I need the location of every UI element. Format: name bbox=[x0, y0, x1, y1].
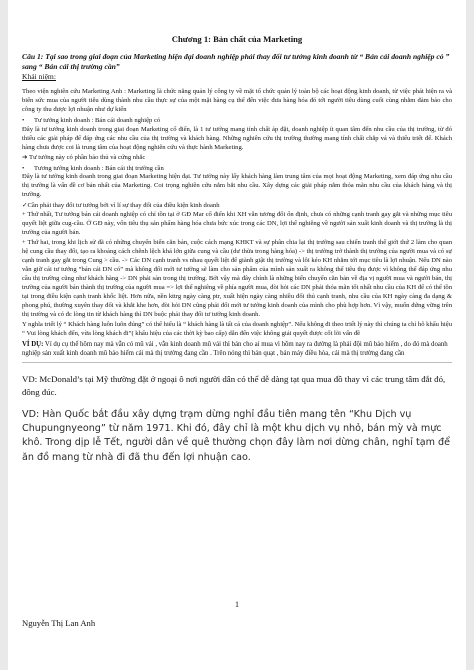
bullet-item-1 bbox=[22, 117, 452, 126]
check-label: Cần phải thay đổi tư tưởng bởi vì lí sự thay đổi của điều kiện kinh doanh bbox=[27, 202, 220, 210]
reason-paragraph-2: + Thứ hai, trong khi lịch sử đã có những chuyển biến căn bản, cuộc cách mạng KHKT và sự phân chia lại thị trường sau chiến tranh thế giới thứ 2 làm cho quan hệ cung cầu thay đổi, tạo ra khoảng cách chênh lệch khá lớn giữa cung và cầu (dư thừa trong hàng hóa) -> thị trường trở thành thị trường của người mua và có sự cạnh tranh gay gắt trong Cung > cầu. -> Các DN cạnh tranh vs nhau quyết liệt để giành giật thị trường và lôi kéo KH nhằm tới mục tiêu là lợi nhuận. Nếu DN nào vẫn giữ cái tư tưởng “bán cái DN có” mà không đổi mới tư tưởng sẽ làm cho sản phẩm của mình sản xuất ra không thể tiêu thụ được vì không thể đáp ứng nhu cầu thị trường cũng như khách hàng -> DN phải sản trong thị trường. Bởi vậy mà đây chính là những biến chuyển căn bản về địa vị người mua và người bán, thị trường của người bán thành thị trường của người mua => lợi thế nghiêng về phía người mua, đòi hỏi các DN phải thỏa mãn tốt nhất nhu cầu của KH để có thể tồn tại trong điều kiện cạnh tranh khốc liệt. Hơn nữa, nền kttrg ngày càng ptr, xuất hiện ngày càng nhiều đối thủ cạnh tranh, nhu cầu của KH ngày càng đa dạng & phong phú, thường xuyên thay đổi và khắt khe hơn, đòi hỏi DN cũng phải đổi mới tư tưởng kinh doanh của mình cho phù hợp hơn. Vì vậy, muốn đứng vững trên thị trường và có đc lòng tin từ khách hàng thì DN buộc phải thay đổi tư tưởng kinh doanh. bbox=[22, 239, 452, 318]
bullet-label: Tư tưởng kinh doanh : Bán cái doanh nghiệp có bbox=[34, 116, 161, 124]
divider bbox=[22, 362, 452, 363]
bullet-dot-icon: • bbox=[22, 164, 25, 172]
bullet-label: Tương tưởng kinh doanh : Bán cái thị trường cần bbox=[34, 164, 164, 172]
page-number: 1 bbox=[235, 600, 239, 609]
example-1-text: Ví dụ cụ thể hôm nay mà vẫn có mũ vải , vẫn kinh doanh mũ vải thì bán cho ai mua vì hôm nay ra đường là phải đội mũ bảo hiểm , do đó mà doanh nghiệp sản xuất kinh doanh mũ bảo hiểm cái mà thị trường đang cần . Trên nóng thì bán quạt , bán máy điều hòa, cái mà thị trường đang cần bbox=[22, 340, 448, 357]
bullet-2-paragraph: Đây là tư tưởng kinh doanh trong giai đoạn Marketing hiện đại. Tư tưởng này lấy khách hàng làm trung tâm của mọi hoạt động Marketing, xem đáp ứng nhu cầu thị trường là vấn đề cơ bản nhất của Marketing. Coi trọng nghiên cứu nắm bắt nhu cầu. Xây dựng các giải pháp nắm thỏa mãn nhu cầu của khách hàng và thị trường. bbox=[22, 173, 452, 199]
reason-paragraph-1: + Thứ nhất, Tư tưởng bán cái doanh nghiệp có chỉ tồn tại ở GĐ Mar cổ điển khi XH vẫn tương đối ổn định, chưa có những cạnh tranh gay gắt và những mục tiêu quyết liệt giữa cug-cầu. Ở GĐ này, vốn tiêu thụ sản phẩm hàng hóa chưa bức xúc trong các DN, lợi thế nghiêng về người sản xuất kinh doanh và thị trường là thị trường của người bán. bbox=[22, 211, 452, 237]
bullet-dot-icon: • bbox=[22, 116, 25, 124]
checkmark-icon: ✓ bbox=[22, 202, 28, 210]
document-page bbox=[8, 0, 466, 670]
question-heading: Câu 1: Tại sao trong giai đoạn của Marketing hiện đại doanh nghiệp phải thay đổi tư tưởng kinh doanh từ “ Bán cái doanh nghiệp có ” sang “ Bán cái thị trường cần” bbox=[22, 52, 450, 72]
bullet-item-2 bbox=[22, 165, 452, 174]
example-3: VD: Hàn Quốc bắt đầu xây dựng trạm dừng nghỉ đầu tiên mang tên “Khu Dịch vụ Chupungnyeong” từ năm 1971. Khi đó, đây chỉ là một khu dịch vụ nhỏ, bán mỳ và mực khô. Trong dịp lễ Tết, người dân về quê thường chọn đây làm nơi dừng chân, nghỉ tạm để ăn đồ mang từ nhà đi đã thu đến lợi nhuận cao. bbox=[22, 409, 450, 463]
example-1-label: VÍ DỤ: bbox=[22, 340, 44, 348]
author-footer: Nguyễn Thị Lan Anh bbox=[22, 618, 96, 628]
arrow-conclusion: ➔ Tư tưởng này có phần bảo thủ và cứng nhắc bbox=[22, 153, 146, 161]
concept-heading: Khái niệm: bbox=[22, 72, 56, 82]
intro-paragraph: Theo viện nghiên cứu Marketing Anh : Marketing là chức năng quản lý công ty về mặt tổ chức quản lý toàn bộ các hoạt động kinh doanh, từ việc phát hiện ra và biến sức mua của người tiêu dùng thành nhu cầu thực sự của một mặt hàng cụ thể đến việc đưa hàng hóa đó tới người tiêu dùng cuối cùng nhằm đảm bảo cho công ty thu được lợi nhuận như dự kiến bbox=[22, 87, 452, 113]
reason-paragraph-3: Y nghĩa triết lý “ Khách hàng luôn luôn đúng” có thể hiểu là “ khách hàng là tất cả của doanh nghiệp”. Nếu không đi theo triết lý này thì chúng ta chỉ hô khẩu hiệu “ Vui lòng khách đến, vừa lòng khách đi”( khẩu hiệu của các thời kỳ bao cấp) dẫn đến việc không giải quyết được cốt lõi vấn đề bbox=[22, 320, 452, 337]
example-1 bbox=[22, 340, 452, 358]
example-2: VD: McDonald’s tại Mỹ thường đặt ở ngoại ô nơi người dân có thể dễ dàng tạt qua mua đồ thay vì các trung tâm đắt đỏ, đông đúc. bbox=[22, 374, 446, 397]
bullet-1-paragraph: Đây là tư tưởng kinh doanh trong giai đoạn Marketing cổ điển, là 1 tư tưởng mang tính chất áp đặt, doanh nghiệp ít quan tâm đến nhu cầu của thị trường, từ đó thiếu các giải pháp để đáp ứng các nhu cầu của thị trường và khách hàng. Những nghiên cứu thị trường thường mang tính chất chắp vá và thiếu triết để. Khách hàng chưa được coi là trung tâm của hoạt động nghiên cứu và thực hành Marketing. bbox=[22, 125, 452, 151]
check-item bbox=[22, 202, 452, 211]
document-title: Chương 1: Bản chất của Marketing bbox=[171, 34, 303, 44]
